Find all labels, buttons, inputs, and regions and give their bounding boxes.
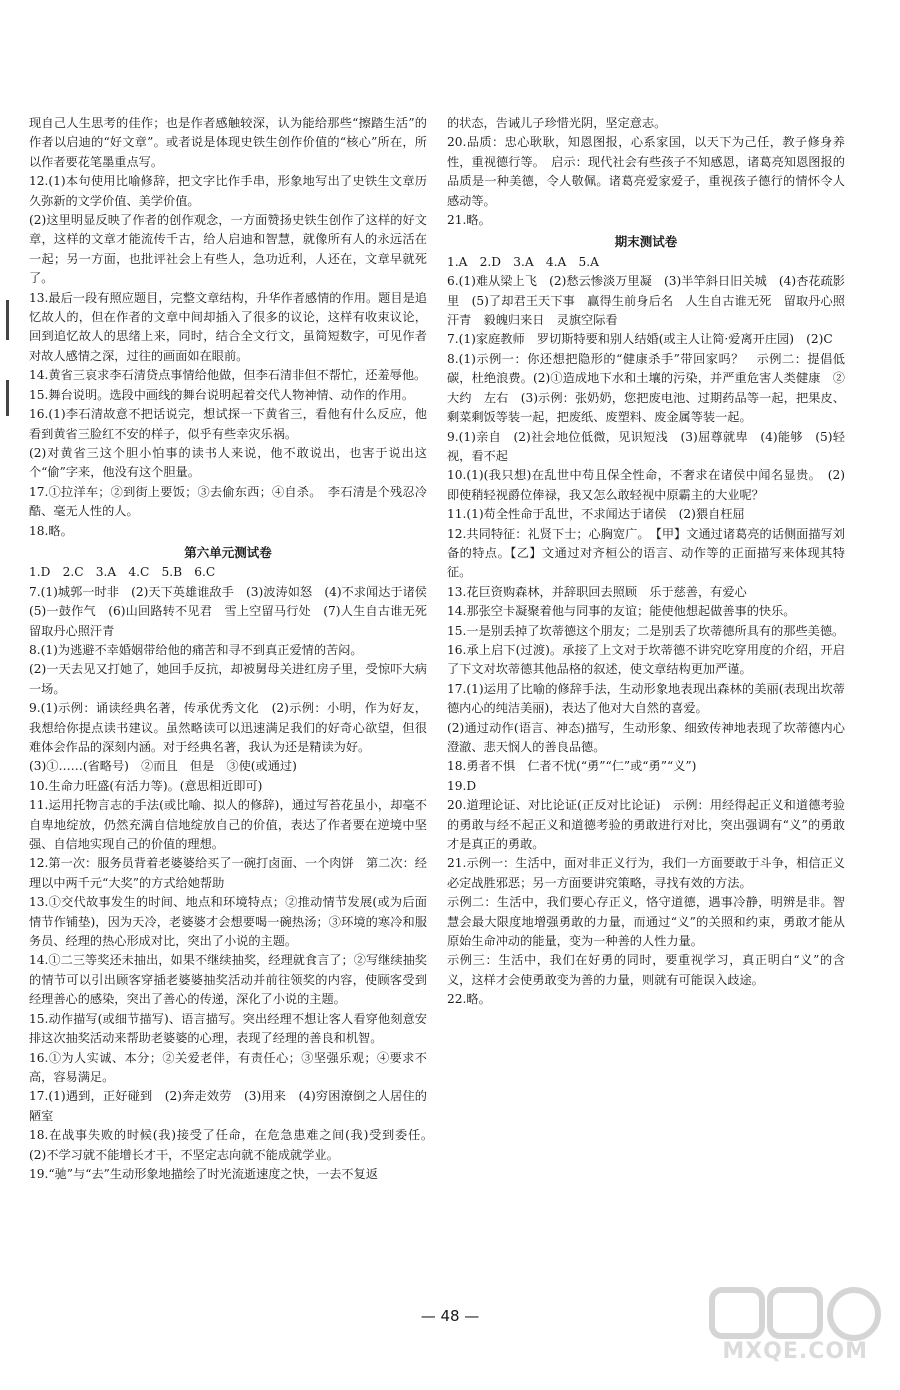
- answer-paragraph: (2)通过动作(语言、神态)描写，生动形象、细致传神地表现了坎蒂德内心澄澈、悲天悯人的善良品德。: [447, 720, 845, 754]
- answer-paragraph: 13.最后一段有照应题目，完整文章结构，升华作者感情的作用。题目是追忆故人的，但在作者的文章中间却插入了很多的议论，这样有收束议论，回到追忆故人的思绪上来，同时，结合全文行文，虽简短数字，可见作者对故人感情之深，过往的画面如在眼前。: [29, 290, 427, 363]
- answer-paragraph: 17.①拉洋车；②到街上要饭；③去偷东西；④自杀。 李石清是个残忍冷酷、毫无人性的人。: [29, 484, 427, 519]
- right-column: [447, 114, 845, 1010]
- margin-mark: [6, 380, 9, 416]
- answer-paragraph: 12.共同特征：礼贤下士；心胸宽广。 【甲】文通过诸葛亮的话侧面描写刘备的特点。【乙】文通过对齐桓公的语言、动作等的正面描写来体现其特征。: [447, 526, 845, 580]
- answer-paragraph: 12.(1)本句使用比喻修辞，把文字比作手串，形象地写出了史铁生文章历久弥新的文学价值、美学价值。: [29, 174, 427, 208]
- answer-paragraph: (3)①……(省略号) ②而且 但是 ③使(或通过): [29, 759, 297, 774]
- answer-paragraph: 10.生命力旺盛(有活力等)。(意思相近即可): [29, 778, 263, 793]
- answer-paragraph: 示例二：生活中，我们要心存正义，恪守道德，遇事冷静，明辨是非。智慧会最大限度地增强勇敢的力量，而通过“义”的关照和约束，勇敢才能从原始生命冲动的能量，变为一种善的人性力量。: [447, 895, 845, 949]
- section-heading: 第六单元测试卷: [184, 544, 272, 560]
- answer-paragraph: 8.(1)为逃避不幸婚姻带给他的痛苦和寻不到真正爱情的苦闷。: [29, 642, 363, 657]
- answer-paragraph: 9.(1)示例：诵读经典名著，传承优秀文化 (2)示例：小明，作为好友，我想给你提点读书建议。虽然略读可以迅速满足我们的好奇心欲望，但很难体会作品的深刻内涵。对于经典名著，我认为还是精读为好。: [29, 701, 427, 754]
- answer-paragraph: 19.D: [447, 778, 477, 793]
- answer-paragraph: 16.承上启下(过渡)。承接了上文对于坎蒂德不讲究吃穿用度的介绍，开启了下文对坎蒂德其他品格的叙述，使文章结构更加严谨。: [447, 642, 845, 677]
- answer-paragraph: 20.品质：忠心耿耿，知恩图报，心系家国，以天下为己任，教子修身养性，重视德行等。 启示：现代社会有些孩子不知感恩，诸葛亮知恩图报的品质是一种美德，令人敬佩。诸葛亮爱家爱子，重视孩子德行的情怀令人感动等。: [447, 135, 845, 208]
- answer-paragraph: 17.(1)运用了比喻的修辞手法，生动形象地表现出森林的美丽(表现出坎蒂德内心的纯洁美丽)，表达了他对大自然的喜爱。: [447, 681, 845, 716]
- answer-paragraph: 18.略。: [29, 523, 73, 538]
- answer-paragraph: 示例三：生活中，我们在好勇的同时，要重视学习，真正明白“义”的含义，这样才会使勇敢变为善的力量，则就有可能误入歧途。: [447, 953, 845, 987]
- answer-paragraph: 13.花巨资购森林，并辞职回去照顾 乐于慈善，有爱心: [447, 584, 747, 599]
- answer-paragraph: (2)这里明显反映了作者的创作观念，一方面赞扬史铁生创作了这样的好文章，这样的文章才能流传千古，给人启迪和智慧，就像所有人的永远活在一起；另一方面，也批评社会上有些人，急功近利，人还在，文章早就死了。: [29, 213, 427, 286]
- answer-paragraph: 11.运用托物言志的手法(或比喻、拟人的修辞)，通过写苔花虽小，却毫不自卑地绽放，仍然充满自信地绽放自己的价值，表达了作者要在逆境中坚强、自信地实现自己的价值的理想。: [29, 798, 427, 852]
- answer-paragraph: 14.①二三等奖还未抽出，如果不继续抽奖，经理就食言了；②写继续抽奖的情节可以引出顾客穿插老婆婆抽奖活动并前往领奖的内容，使顾客受到经理善心的感染，突出了善心的传递，深化了小说的主题。: [29, 953, 427, 1007]
- answer-paragraph: (2)对黄省三这个胆小怕事的读书人来说，他不敢说出，也害于说出这个“偷”字来，他没有这个胆量。: [29, 445, 427, 480]
- answer-paragraph: 19.“驰”与“去”生动形象地描绘了时光流逝速度之快，一去不复返: [29, 1166, 378, 1181]
- answer-paragraph: 的状态，告诫儿子珍惜光阴，坚定意志。: [447, 116, 667, 130]
- answer-paragraph: 22.略。: [447, 992, 491, 1007]
- answer-paragraph: 9.(1)亲自 (2)社会地位低微，见识短浅 (3)屈尊就卑 (4)能够 (5)轻视，看不起: [447, 429, 845, 463]
- answer-paragraph: 11.(1)苟全性命于乱世，不求闻达于诸侯 (2)猥自枉屈: [447, 507, 745, 522]
- answer-paragraph: 1.D 2.C 3.A 4.C 5.B 6.C: [29, 565, 216, 580]
- answer-paragraph: 8.(1)示例一：你还想把隐形的“健康杀手”带回家吗？ 示例二：提倡低碳，杜绝浪费。(2)①造成地下水和土壤的污染，并严重危害人类健康 ②大约 左右 (3)示例：张奶奶，您把废电池、过期药品等一起，把果皮、剩菜剩饭等装一起，把废纸、废塑料、废金属等装一起。: [447, 351, 845, 425]
- answer-paragraph: 20.道理论证、对比论证(正反对比论证) 示例：用经得起正义和道德考验的勇敢与经不起正义和道德考验的勇敢进行对比，突出强调有“义”的勇敢才是真正的勇敢。: [447, 798, 845, 852]
- margin-mark: [6, 300, 9, 340]
- left-column: [29, 114, 440, 1184]
- answer-paragraph: 16.(1)李石清故意不把话说完，想试探一下黄省三，看他有什么反应，他看到黄省三脸红不安的样子，似乎有些幸灾乐祸。: [29, 407, 427, 441]
- answer-paragraph: 14.那张空卡凝聚着他与同事的友谊；能使他想起做善事的快乐。: [447, 604, 796, 619]
- answer-paragraph: (2)一天去见又打她了，她回手反抗，却被舅母关进红房子里，受惊吓大病一场。: [29, 662, 427, 696]
- answer-paragraph: 18.勇者不惧 仁者不忧(“勇”“仁”或“勇”“义”): [447, 759, 697, 774]
- watermark-site: MXQE.COM: [722, 1339, 868, 1364]
- page-number: — 48 —: [420, 1307, 480, 1325]
- answer-paragraph: 1.A 2.D 3.A 4.A 5.A: [447, 254, 599, 269]
- answer-paragraph: 15.动作描写(或细节描写)、语言描写。突出经理不想让客人看穿他刻意安排这次抽奖活动来帮助老婆婆的心理，表现了经理的善良和机智。: [29, 1011, 427, 1046]
- answer-paragraph: 14.黄省三哀求李石清贷点事情给他做，但李石清非但不帮忙，还羞辱他。: [29, 368, 427, 383]
- answer-paragraph: 现自己人生思考的佳作；也是作者感触较深，认为能给那些“擦踏生活”的作者以启迪的“好文章”。或者说是体现史铁生创作价值的“核心”所在，所以作者要花笔墨重点写。: [29, 116, 427, 169]
- answer-paragraph: 15.一是别丢掉了坎蒂德这个朋友；二是别丢了坎蒂德所具有的那些美德。: [447, 623, 845, 638]
- answer-paragraph: 6.(1)难从梁上飞 (2)愁云惨淡万里凝 (3)半竿斜日旧关城 (4)杏花疏影里 (5)了却君王天下事 赢得生前身后名 人生自古谁无死 留取丹心照汗青 毅魄归来日 灵旗空际看: [447, 274, 845, 328]
- answer-paragraph: 17.(1)遇到，正好碰到 (2)奔走效劳 (3)用来 (4)穷困潦倒之人居住的陋室: [29, 1089, 427, 1123]
- answer-paragraph: 15.舞台说明。选段中画线的舞台说明起着交代人物神情、动作的作用。: [29, 387, 415, 402]
- answer-paragraph: 7.(1)家庭教师 罗切斯特要和别人结婚(或主人让简·爱离开庄园) (2)C: [447, 332, 833, 347]
- answer-paragraph: 7.(1)城郭一时非 (2)天下英雄谁敌手 (3)波涛如怒 (4)不求闻达于诸侯 (5)一鼓作气 (6)山回路转不见君 雪上空留马行处 (7)人生自古谁无死 留取丹心照汗青: [29, 584, 440, 638]
- answer-paragraph: 12.第一次：服务员背着老婆婆给买了一碗打卤面、一个肉饼 第二次：经理以中两千元“大奖”的方式给她帮助: [29, 856, 427, 890]
- answer-paragraph: 16.①为人实诚、本分；②关爱老伴，有责任心；③坚强乐观；④要求不高，容易满足。: [29, 1050, 427, 1084]
- answer-paragraph: 18.在战事失败的时候(我)接受了任命，在危急患难之间(我)受到委任。 (2)不学习就不能增长才干，不坚定志向就不能成就学业。: [29, 1128, 440, 1162]
- section-heading: 期末测试卷: [614, 234, 678, 250]
- answer-paragraph: 21.略。: [447, 213, 491, 228]
- answer-paragraph: 21.示例一：生活中，面对非正义行为，我们一方面要敢于斗争，相信正义必定战胜邪恶；另一方面要讲究策略，寻找有效的方法。: [447, 856, 845, 890]
- watermark-logo: [708, 1284, 886, 1372]
- answer-paragraph: 10.(1)(我只想)在乱世中苟且保全性命，不奢求在诸侯中闻名显贵。 (2)即使稍轻视爵位俸禄，我又怎么敢轻视中原霸主的大业呢？: [447, 468, 845, 502]
- answer-paragraph: 13.①交代故事发生的时间、地点和环境特点；②推动情节发展(或为后面情节作铺垫)，因为天冷，老婆婆才会想要喝一碗热汤；③环境的寒冷和服务员、经理的热心形成对比，突出了小说的主题。: [29, 895, 427, 949]
